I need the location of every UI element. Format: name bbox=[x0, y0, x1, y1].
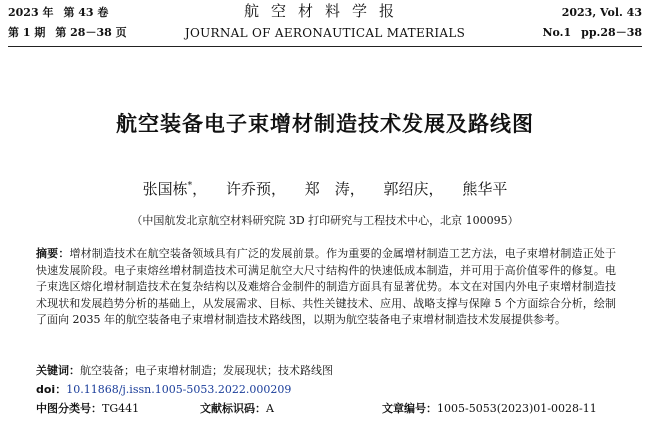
volume-cn: 第 43 卷 bbox=[63, 6, 109, 19]
author-1 bbox=[143, 180, 208, 198]
year-cn: 2023 年 bbox=[8, 6, 54, 19]
paper-title: 航空装备电子束增材制造技术发展及路线图 bbox=[116, 112, 534, 136]
author-3: 郑 涛， bbox=[304, 180, 365, 198]
doc-code-value: A bbox=[266, 402, 274, 415]
corresponding-mark: * bbox=[187, 181, 193, 191]
doc-code-label: 文献标识码： bbox=[200, 402, 266, 415]
author-1-sep: ， bbox=[192, 180, 208, 198]
doi-line bbox=[36, 383, 291, 397]
abstract bbox=[36, 246, 616, 329]
keywords: 航空装备；电子束增材制造；发展现状；技术路线图 bbox=[80, 364, 333, 377]
clc-label: 中图分类号： bbox=[36, 402, 102, 415]
author-4: 郭绍庆， bbox=[383, 180, 444, 198]
author-2: 许乔预， bbox=[225, 180, 286, 198]
pages-cn: 第 28－38 页 bbox=[55, 26, 127, 39]
clc-block bbox=[36, 402, 139, 416]
issue-cn: 第 1 期 bbox=[8, 26, 46, 39]
journal-name-cn: 航空材料学报 bbox=[243, 2, 406, 20]
abstract-label: 摘要： bbox=[36, 247, 70, 260]
doi-label: doi： bbox=[36, 383, 67, 396]
article-no-label: 文章编号： bbox=[382, 402, 437, 415]
header-right-issue bbox=[532, 26, 642, 40]
pages-en: pp.28－38 bbox=[581, 26, 642, 39]
author-1-name: 张国栋 bbox=[142, 180, 188, 198]
header-divider bbox=[8, 46, 642, 47]
author-5: 熊华平 bbox=[462, 180, 508, 198]
issue-en: No.1 bbox=[542, 26, 572, 39]
affiliation: （中国航发北京航空材料研究院 3D 打印研究与工程技术中心，北京 100095） bbox=[131, 214, 519, 227]
author-list bbox=[0, 178, 650, 199]
year-volume-en: 2023, Vol. 43 bbox=[561, 6, 642, 19]
journal-name-en: JOURNAL OF AERONAUTICAL MATERIALS bbox=[184, 26, 466, 40]
doc-code-block bbox=[200, 402, 274, 416]
keywords-label: 关键词： bbox=[36, 364, 80, 377]
article-no-value: 1005-5053(2023)01-0028-11 bbox=[437, 402, 597, 415]
doi-link[interactable]: 10.11868/j.issn.1005-5053.2022.000209 bbox=[66, 383, 292, 396]
abstract-text: 增材制造技术在航空装备领域具有广泛的发展前景。作为重要的金属增材制造工艺方法，电子束增材制造正处于快速发展阶段。电子束熔丝增材制造技术可满足航空大尺寸结构件的快速低成本制造，并可用于高价值零件的修复。电子束选区熔化增材制造技术在复杂结构以及难熔合金制件的制造方面具有显著优势。本文在对国内外电子束增材制造技术现状和发展趋势分析的基础上，从发展需求、目标、共性关键技术、应用、战略支撑与保障 5 个方面综合分析，绘制了面向 2035 年的航空装备电子束增材制造技术路线图，以期为航空装备电子束增材制造技术发展提供参考。 bbox=[36, 247, 617, 326]
article-no-block bbox=[382, 402, 597, 416]
clc-value: TG441 bbox=[102, 402, 140, 415]
keywords-line bbox=[36, 364, 333, 378]
